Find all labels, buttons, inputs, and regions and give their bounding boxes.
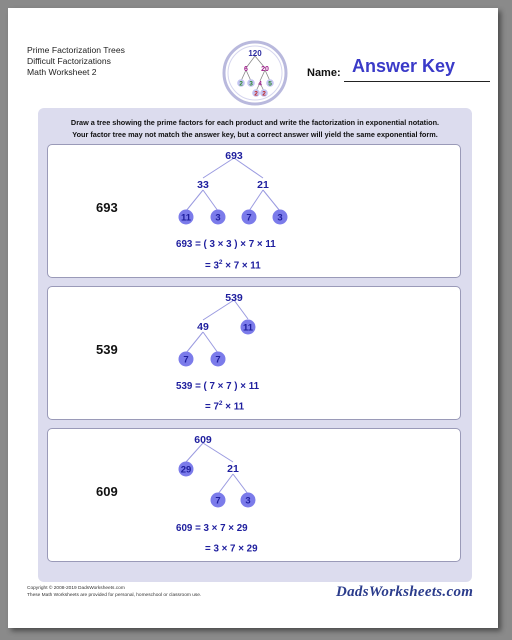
- title-line-3: Math Worksheet 2: [27, 67, 97, 77]
- logo-root: 120: [248, 49, 262, 58]
- problems-panel: [38, 108, 472, 582]
- factor-tree: [48, 145, 460, 277]
- name-label: Name:: [307, 67, 341, 79]
- tree-root: 609: [194, 434, 212, 446]
- tree-factor: 21: [257, 179, 269, 191]
- logo-l2-b: 3: [249, 80, 253, 88]
- name-field-line[interactable]: [344, 81, 490, 82]
- exponent: 2: [218, 400, 223, 407]
- exponential-base: = 7: [205, 401, 219, 413]
- prime-label: 11: [180, 212, 192, 224]
- factorization-equation: 539 = ( 7 × 7 ) × 11: [176, 381, 260, 392]
- tree-factor: 49: [197, 321, 209, 333]
- problem-number: 539: [96, 342, 118, 357]
- prime-label: 11: [242, 322, 254, 334]
- prime-label: 7: [246, 212, 252, 224]
- prime-label: 7: [215, 495, 221, 507]
- exponential-base: = 3 × 7 × 29: [205, 543, 258, 555]
- exponential-form: [205, 542, 258, 554]
- prime-label: 3: [215, 212, 221, 224]
- answer-key-title: Answer Key: [352, 56, 456, 76]
- problem-number: 609: [96, 484, 118, 499]
- exponential-form: [205, 259, 261, 271]
- problem-card-1: [47, 144, 461, 278]
- worksheet-page: [8, 8, 498, 628]
- logo-l1-b: 20: [261, 66, 269, 73]
- logo-l2-d: 5: [268, 80, 272, 88]
- tree-factor: 21: [227, 463, 239, 475]
- problem-number: 693: [96, 200, 118, 215]
- prime-label: 3: [277, 212, 283, 224]
- exponent: 2: [218, 259, 223, 266]
- instructions-line-2: Your factor tree may not match the answer key, but a correct answer will yield the same exponential form.: [72, 130, 438, 139]
- prime-label: 7: [183, 354, 189, 366]
- prime-label: 3: [245, 495, 251, 507]
- logo-l2-c: 4: [258, 80, 262, 88]
- problem-card-2: [47, 286, 461, 420]
- logo-l2-a: 2: [239, 80, 243, 88]
- title-line-1: Prime Factorization Trees: [27, 45, 125, 55]
- factorization-equation: 609 = 3 × 7 × 29: [176, 523, 248, 534]
- factor-tree-logo: [222, 40, 288, 106]
- factorization-equation: 693 = ( 3 × 3 ) × 7 × 11: [176, 239, 276, 250]
- exponential-form: [205, 400, 244, 412]
- factor-tree: [48, 287, 460, 419]
- tree-root: 693: [225, 150, 243, 162]
- instructions-line-1: Draw a tree showing the prime factors for each product and write the factorization in exponential notation.: [70, 118, 440, 127]
- exponential-rest: × 7 × 11: [222, 260, 261, 272]
- usage-note: These Math Worksheets are provided for personal, homeschool or classroom use.: [27, 593, 202, 598]
- problem-card-3: [47, 428, 461, 562]
- logo-l1-a: 6: [244, 66, 248, 73]
- brand-logo: DadsWorksheets.com: [336, 584, 474, 600]
- tree-root: 539: [225, 292, 243, 304]
- exponential-rest: × 11: [222, 401, 245, 413]
- prime-label: 7: [215, 354, 221, 366]
- logo-l3-b: 2: [262, 90, 266, 98]
- title-line-2: Difficult Factorizations: [27, 56, 111, 66]
- exponential-base: = 3: [205, 260, 219, 272]
- logo-l3-a: 2: [254, 90, 258, 98]
- prime-label: 29: [180, 464, 192, 476]
- tree-factor: 33: [197, 179, 209, 191]
- copyright-text: Copyright © 2008-2019 DadsWorksheets.com: [27, 586, 125, 591]
